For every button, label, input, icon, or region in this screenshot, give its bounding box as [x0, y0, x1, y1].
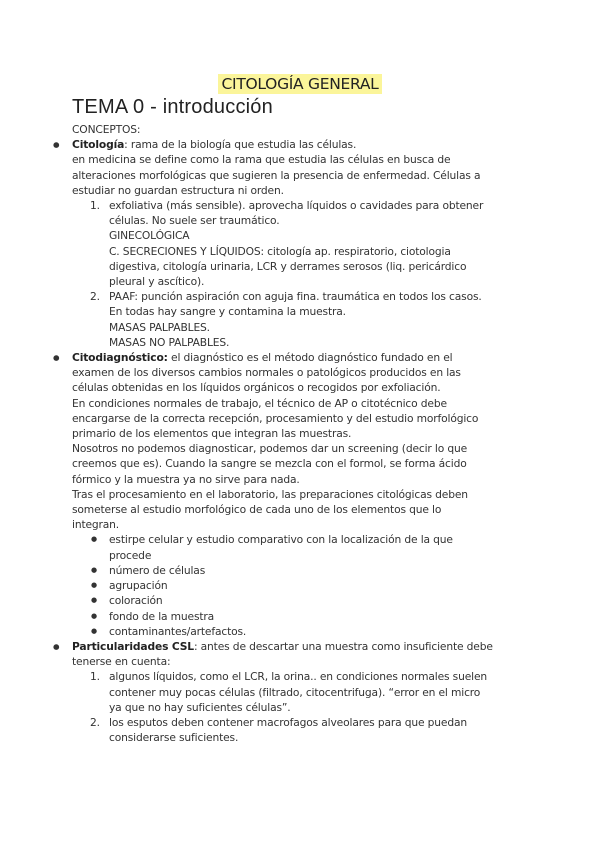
text-line: creemos que es). Cuando la sangre se mezcla con el formol, se forma ácido — [72, 457, 467, 471]
term-csl: Particularidades CSL — [72, 639, 194, 653]
list-item: ● agrupación — [72, 578, 532, 593]
list-item: ● número de células — [72, 563, 532, 578]
text-line: algunos líquidos, como el LCR, la orina.. en condiciones normales suelen — [109, 670, 487, 684]
list-item: ● estirpe celular y estudio comparativo con la localización de la que — [72, 532, 532, 547]
text-line: células. No suele ser traumático. — [109, 214, 280, 228]
numbered-item — [72, 289, 532, 304]
text-line: Nosotros no podemos diagnosticar, podemos dar un screening (decir lo que — [72, 442, 468, 456]
text-line: alteraciones morfológicas que sugieren la presencia de enfermedad. Células a — [72, 168, 481, 182]
document-title: CITOLOGÍA GENERAL — [218, 74, 383, 94]
text-line: contener muy pocas células (filtrado, citocentrifuga). “error en el micro — [109, 685, 481, 699]
text-line: : antes de descartar una muestra como insuficiente debe — [193, 639, 493, 653]
item-number: 2. — [90, 290, 100, 304]
text-line: digestiva, citología urinaria, LCR y derrames serosos (liq. pericárdico — [109, 259, 467, 273]
text-line: En todas hay sangre y contamina la muestra. — [109, 305, 346, 319]
text-line: someterse al estudio morfológico de cada uno de los elementos que lo — [72, 503, 442, 517]
numbered-item — [72, 715, 532, 730]
list-item: ● contaminantes/artefactos. — [72, 624, 532, 639]
list-item: ● fondo de la muestra — [72, 609, 532, 624]
text-line: en medicina se define como la rama que estudia las células en busca de — [72, 153, 451, 167]
text-line: los esputos deben contener macrofagos alveolares para que puedan — [109, 715, 468, 729]
body-text — [72, 122, 532, 745]
text-line: GINECOLÓGICA — [109, 229, 190, 243]
section-heading: TEMA 0 - introducción — [72, 96, 273, 118]
text-line: estudiar no guardan estructura ni orden. — [72, 183, 284, 197]
text-line: pleural y ascítico). — [109, 275, 205, 289]
text-line: examen de los diversos cambios normales o patológicos producidos en las — [72, 366, 461, 380]
text-line: C. SECRECIONES Y LÍQUIDOS: citología ap. respiratorio, ciotologia — [109, 244, 451, 258]
term-citodiagnostico: Citodiagnóstico: — [72, 351, 168, 365]
title-wrap — [0, 74, 600, 94]
item-number: 1. — [90, 199, 100, 213]
item-number: 1. — [90, 670, 100, 684]
text-line: exfoliativa (más sensible). aprovecha líquidos o cavidades para obtener — [109, 199, 484, 213]
text-line: considerarse suficientes. — [109, 731, 239, 745]
text-line: PAAF: punción aspiración con aguja fina. traumática en todos los casos. — [109, 290, 482, 304]
text-line: Tras el procesamiento en el laboratorio, las preparaciones citológicas deben — [72, 487, 468, 501]
text-line: tenerse en cuenta: — [72, 655, 171, 669]
text-line: MASAS NO PALPABLES. — [109, 335, 230, 349]
numbered-item — [72, 198, 532, 213]
text-line: el diagnóstico es el método diagnóstico fundado en el — [167, 351, 453, 365]
text-line: integran. — [72, 518, 120, 532]
text-line: MASAS PALPABLES. — [109, 320, 210, 334]
text-line: En condiciones normales de trabajo, el técnico de AP o citotécnico debe — [72, 396, 447, 410]
citologia-def: : rama de la biología que estudia las células. — [124, 138, 357, 152]
list-item: ● coloración — [72, 593, 532, 608]
text-line: ya que no hay suficientes células”. — [109, 700, 291, 714]
conceptos-label: CONCEPTOS: — [72, 123, 141, 136]
bullet-citodiagnostico — [72, 350, 532, 365]
text-line: fórmico y la muestra ya no sirve para nada. — [72, 472, 300, 486]
numbered-item — [72, 669, 532, 684]
text-line: encargarse de la correcta recepción, procesamiento y del estudio morfológico — [72, 411, 479, 425]
text-line: células obtenidas en los líquidos orgánicos o recogidos por exfoliación. — [72, 381, 441, 395]
bullet-csl — [72, 639, 532, 654]
term-citologia: Citología — [72, 138, 125, 152]
list-item-cont: procede — [109, 548, 152, 562]
bullet-citologia — [72, 137, 532, 152]
text-line: primario de los elementos que integran las muestras. — [72, 427, 352, 441]
item-number: 2. — [90, 715, 100, 729]
